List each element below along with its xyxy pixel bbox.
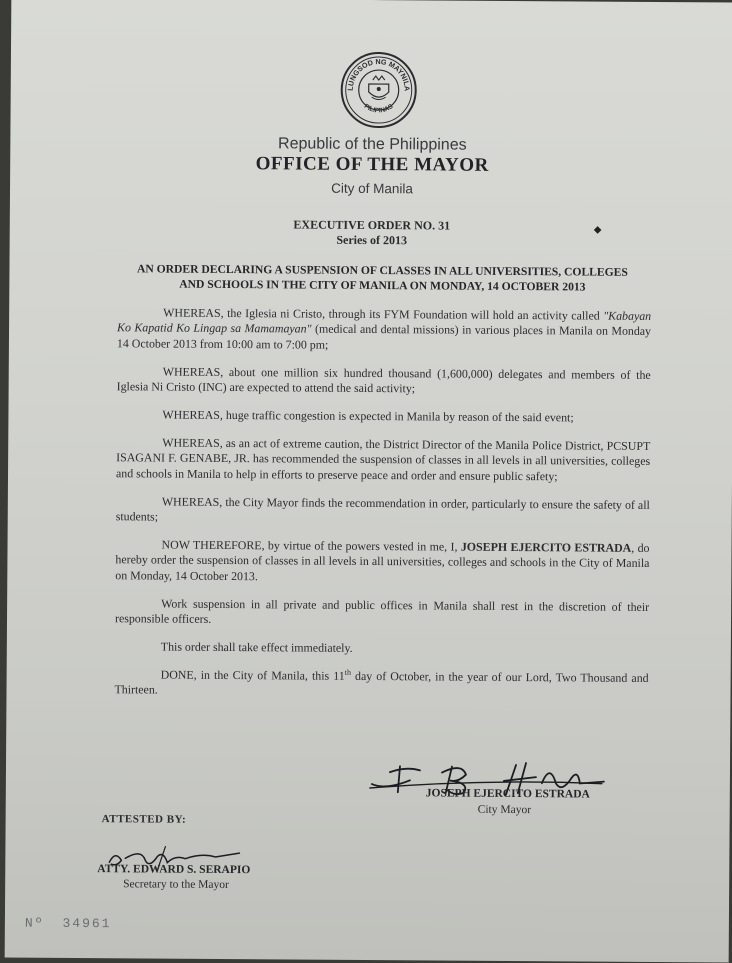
- executive-order-number: EXECUTIVE ORDER NO. 31: [293, 217, 451, 233]
- order-body: [114, 305, 651, 714]
- secretary-title: Secretary to the Mayor: [123, 878, 229, 892]
- serial-number: [25, 916, 112, 932]
- attested-by-label: ATTESTED BY:: [101, 813, 187, 826]
- republic-heading: Republic of the Philippines: [278, 135, 467, 154]
- paragraph-4: WHEREAS, as an act of extreme caution, the District Director of the Manila Police District, PCSUPT ISAGANI F. GENABE, JR. has recommended the suspension of classes in all levels in all universities, colleges and schools in Manila to help in efforts to preserve peace and order and ensure public safety;: [115, 435, 651, 484]
- paragraph-3: WHEREAS, huge traffic congestion is expected in Manila by reason of the said event;: [162, 407, 574, 425]
- paragraph-1: WHEREAS, the Iglesia ni Cristo, through its FYM Foundation will hold an activity called "Kabayan Ko Kapatid Ko Lingap sa Mamamayan" (medical and dental missions) in various places in Manila on Monday 14 October 2013 from 10:00 am to 7:00 pm;: [116, 305, 652, 352]
- order-title: [117, 261, 647, 295]
- serial-value: 34961: [62, 915, 112, 932]
- mayor-title: City Mayor: [477, 803, 532, 817]
- paragraph-2: WHEREAS, about one million six hundred thousand (1,600,000) delegates and members of the Iglesia Ni Cristo (INC) are expected to attend the said activity;: [116, 364, 651, 396]
- paragraph-6: NOW THEREFORE, by virtue of the powers vested in me, I, JOSEPH EJERCITO ESTRADA, do hereby order the suspension of classes in all levels in all universities, colleges and schools in the City of Manila on Monday, 14 October 2013.: [115, 537, 650, 584]
- document-page: [5, 0, 732, 963]
- svg-text:PILIPINAS: [363, 102, 395, 114]
- order-title-line-2: AND SCHOOLS IN THE CITY OF MANILA ON MONDAY, 14 OCTOBER 2013: [179, 277, 586, 294]
- seal-top-text: LUNGSOD NG MAYNILA: [345, 56, 412, 92]
- paragraph-5: WHEREAS, the City Mayor finds the recommendation in order, particularly to ensure the safety of all students;: [115, 494, 650, 524]
- executive-order-series: Series of 2013: [336, 232, 408, 248]
- order-title-line-1: AN ORDER DECLARING A SUSPENSION OF CLASSES IN ALL UNIVERSITIES, COLLEGES: [137, 262, 628, 279]
- paragraph-8: This order shall take effect immediately.: [160, 639, 353, 655]
- serial-prefix: Nº: [24, 915, 45, 931]
- secretary-name: ATTY. EDWARD S. SERAPIO: [97, 863, 251, 877]
- city-heading: City of Manila: [331, 180, 413, 197]
- paragraph-7: Work suspension in all private and public offices in Manila shall rest in the discretion of their responsible officers.: [114, 596, 650, 626]
- seal-bottom-text: PILIPINAS: [362, 102, 395, 115]
- office-heading: OFFICE OF THE MAYOR: [255, 153, 489, 176]
- paragraph-9: DONE, in the City of Manila, this 11th day of October, in the year of our Lord, Two Thousand and Thirteen.: [114, 667, 649, 697]
- mayor-name: JOSEPH EJERCITO ESTRADA: [425, 787, 590, 801]
- ink-dot: ◆: [593, 224, 602, 236]
- city-seal: [338, 50, 419, 131]
